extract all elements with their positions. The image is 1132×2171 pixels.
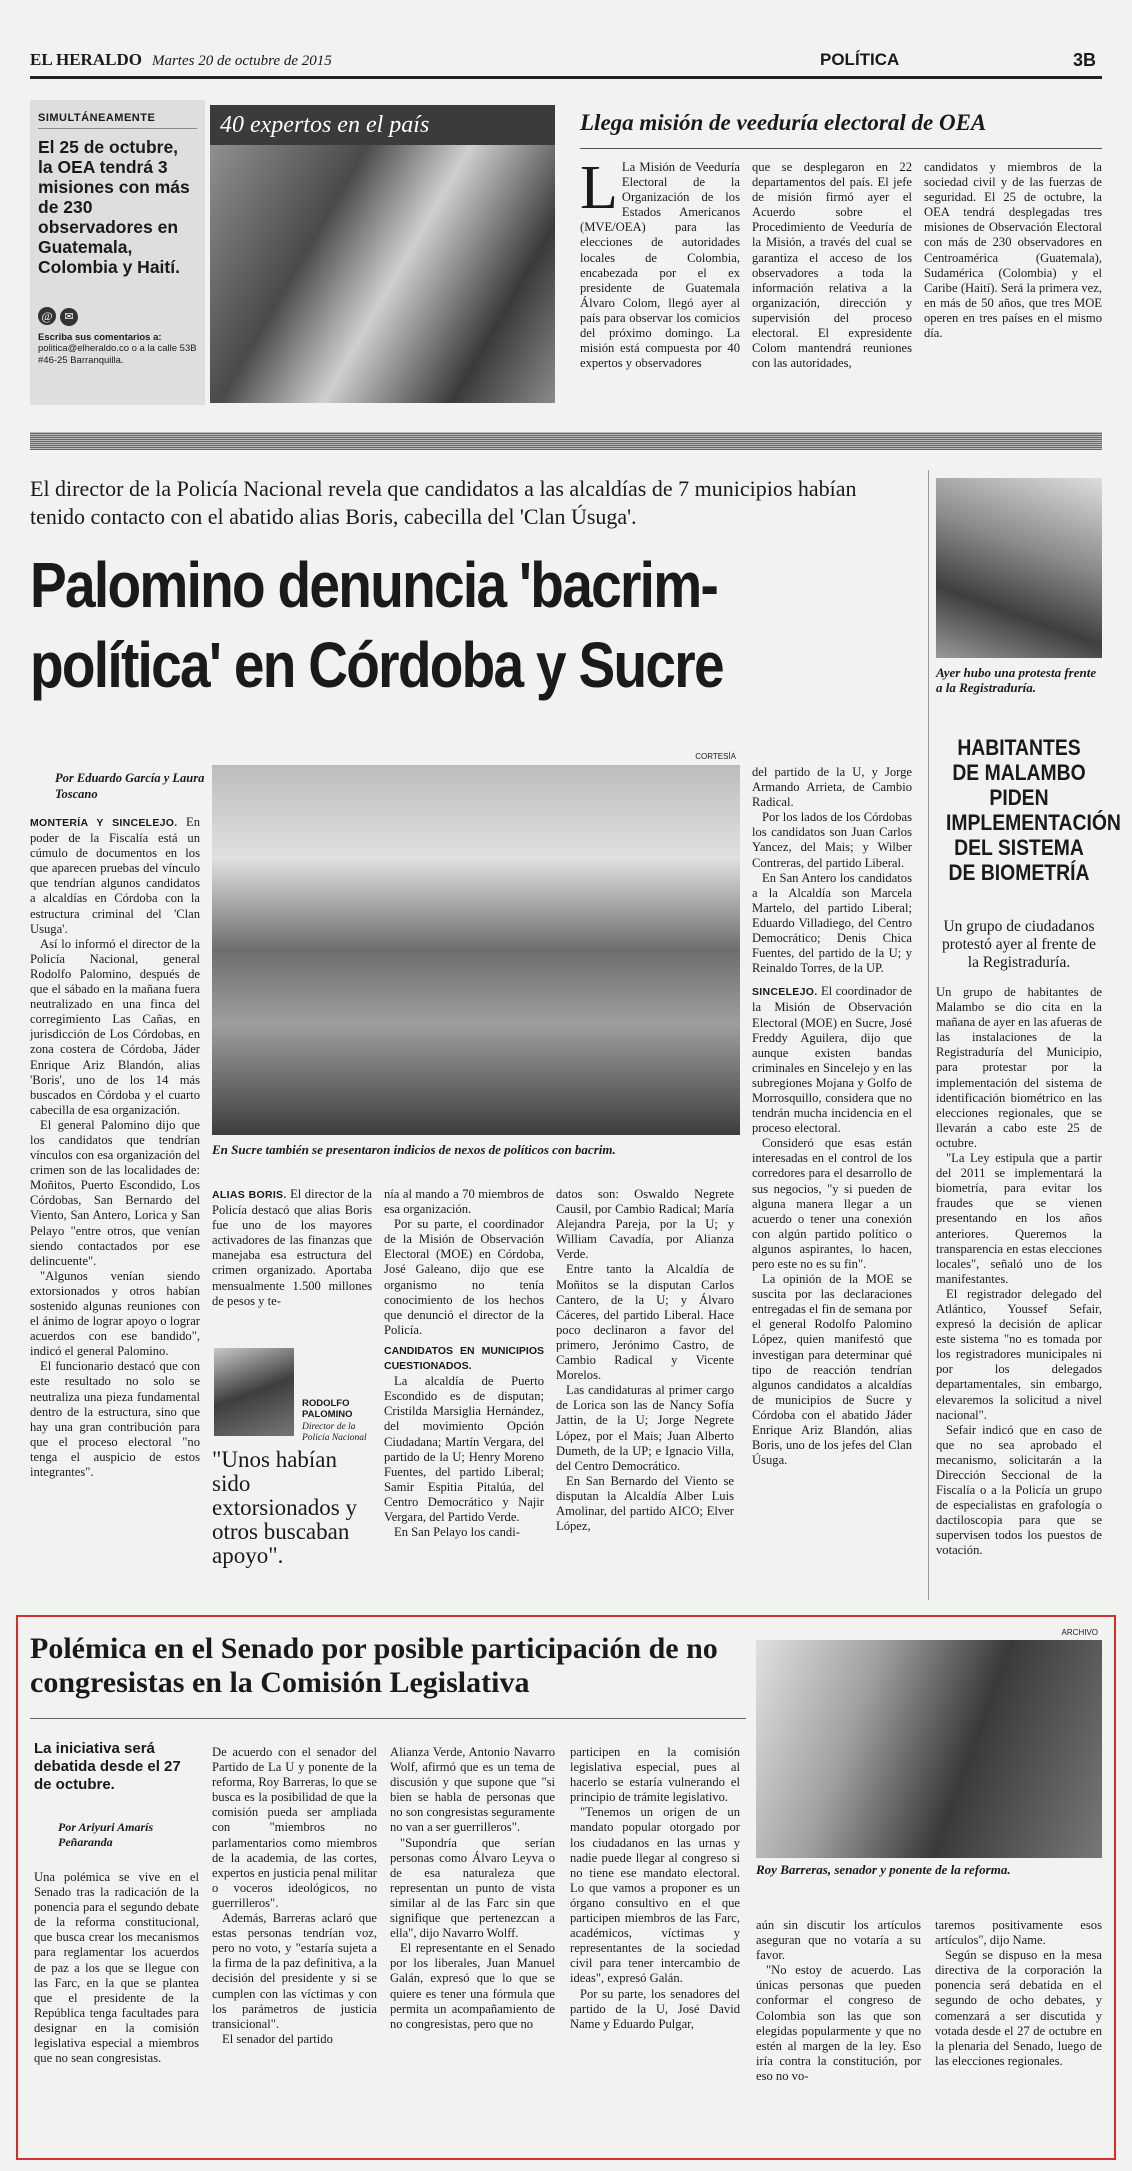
protest-caption: Ayer hubo una protesta frente a la Registraduría. bbox=[936, 665, 1097, 695]
oea-col-2 bbox=[752, 160, 912, 405]
drop-cap: L bbox=[580, 160, 618, 222]
quote-name: RODOLFO PALOMINO bbox=[302, 1398, 353, 1420]
at-icon: @ bbox=[38, 307, 56, 325]
quote-role: Director de la Policía Nacional bbox=[302, 1422, 367, 1443]
p2: "Tenemos un origen de un mandato popular otorgado por los ciudadanos en las urnas y nadie puede llegar al congreso si no tiene ese mandato electoral. Lo que vamos a proponer es un órgano consultivo en el que participen miembros de las Farc, académicos, víctimas y representantes de la sociedad civil para tener intercambio de ideas", expresó Galán. bbox=[570, 1805, 740, 1986]
p1: Alianza Verde, Antonio Navarro Wolf, afirmó que es un tema de discusión y que supone que "si bien se habla de personas que no son congresistas seguramente no van a ser guerrilleros". bbox=[390, 1745, 555, 1835]
oea-col-2-text: que se desplegaron en 22 departamentos del país. El jefe de misión firmó ayer el Acuerdo sobre el Procedimiento de Veeduría de la Misión, a través del cual se garantiza el acceso de los observadores a toda la información relativa a la organización, dirección y supervisión del proceso electoral. El expresidente Colom mantendrá reuniones con las autoridades, bbox=[752, 160, 912, 371]
p1: taremos positivamente esos artículos", dijo Name. bbox=[935, 1918, 1102, 1948]
p2: "Supondría que serían personas como Álvaro Leyva o de esa naturaleza que representan un punto de vista similar al de las Farc sin que signifique que pertenezcan a ella", dijo Navarro Wolff. bbox=[390, 1835, 555, 1941]
p4: Sefair indicó que en caso de que no sea aprobado el mecanismo, solicitarán a la Dirección Seccional de la Fiscalía o a la Policía un grupo de especialistas en grafología o dactiloscopia para que se supervisen todos los puestos de votación. bbox=[936, 1422, 1102, 1558]
photo-banner: 40 expertos en el país bbox=[210, 105, 555, 145]
contact-text: politica@elheraldo.co o a la calle 53B #46-25 Barranquilla. bbox=[38, 343, 197, 366]
oea-col-3 bbox=[924, 160, 1102, 405]
main-byline: Por Eduardo García y Laura Toscano bbox=[55, 771, 205, 801]
bottom-headline: Polémica en el Senado por posible participación de no congresistas en la Comisión Legislativa bbox=[30, 1632, 718, 1699]
side-column-rule bbox=[928, 470, 929, 1600]
main-col-1 bbox=[30, 815, 200, 1595]
palomino-portrait bbox=[214, 1348, 294, 1436]
p5: El funcionario destacó que con este resultado no solo se neutraliza una pieza fundamental dentro de la estructura, sino que hay una gran contribución para que el proceso electoral "no tenga el auspicio de estos integrantes". bbox=[30, 1359, 200, 1480]
p4: En San Bernardo del Viento se disputan la Alcaldía Alber Luis Amolinar, del partido AICO; Elver López, bbox=[556, 1473, 734, 1534]
section-name: POLÍTICA bbox=[820, 50, 900, 69]
oea-col-3-text: candidatos y miembros de la sociedad civil y de las fuerzas de seguridad. El 25 de octubre, la OEA tendrá desplegadas tres misiones de Observación Electoral con más de 230 observadores en Centroamérica (Guatemala), Sudamérica (Colombia) y el Caribe (Haití). Será la primera vez, en más de 50 años, que tres MOE operen en tres países en el mismo día. bbox=[924, 160, 1102, 341]
meeting-photo bbox=[212, 752, 740, 1135]
oea-photo bbox=[210, 105, 555, 403]
main-col-3 bbox=[384, 1187, 544, 1595]
sidebar-text: El 25 de octubre, la OEA tendrá 3 misiones con más de 230 observadores en Guatemala, Colombia y Haití. bbox=[38, 137, 190, 277]
p1: En poder de la Fiscalía está un cúmulo de documentos en los que aparecen pruebas del vínculo que tendrían algunos candidatos a alcaldías en Córdoba con la estructura criminal del 'Clan Usuga'. bbox=[30, 815, 200, 936]
p2: Por los lados de los Córdobas los candidatos son Juan Carlos Yancez, del Mais; y Wilber Contreras, del partido Liberal. bbox=[752, 810, 912, 870]
p2: "La Ley estipula que a partir del 2011 se implementará la biometría, para evitar los fraudes que se vienen presentando en los años anteriores. Queremos la transparencia en estas elecciones locales", señaló uno de los manifestantes. bbox=[936, 1151, 1102, 1286]
p1: nía al mando a 70 miembros de esa organización. bbox=[384, 1187, 544, 1217]
bottom-col-4 bbox=[570, 1745, 740, 2150]
p2: Según se dispuso en la mesa directiva de la corporación la ponencia será debatida en el segundo de ocho debates, y comenzará a ser discutida y votada desde el 27 de octubre en la plenaria del Senado, luego de las elecciones regionales. bbox=[935, 1948, 1102, 2068]
p4: En San Pelayo los candi- bbox=[394, 1525, 520, 1540]
issue-date: Martes 20 de octubre de 2015 bbox=[151, 53, 332, 69]
p3: El general Palomino dijo que los candidatos que tendrían vínculos con esa organización del crimen son de las localidades de: Moñitos, Puerto Escondido, Los Córdobas, San Bernardo del Viento, San Antero, Lorica y San Pelayo "entre otros, que venían siendo contactados por ese delincuente". bbox=[30, 1117, 200, 1268]
barreras-caption: Roy Barreras, senador y ponente de la reforma. bbox=[756, 1862, 1011, 1877]
bottom-byline: Por Ariyuri Amarís Peñaranda bbox=[58, 1820, 154, 1849]
p1: datos son: Oswaldo Negrete Causil, por Cambio Radical; María Alejandra Pareja, por la U; y William Cavadía, por Alianza Verde. bbox=[556, 1187, 734, 1262]
sidebar-kicker: SIMULTÁNEAMENTE bbox=[38, 112, 197, 129]
p2: Además, Barreras aclaró que estas personas tendrían voz, pero no voto, y "estaría sujeta a la firma de la paz definitiva, a la decisión del presidente y si se cumplen con las víctimas y con los parámetros de justicia transicional". bbox=[212, 1911, 377, 2031]
p3: El representante en el Senado por los liberales, Juan Manuel Galán, expresó que lo que se quiere es tener una fórmula que permita un acompañamiento de no congresistas, pero que no bbox=[390, 1941, 555, 2031]
p1: del partido de la U, y Jorge Armando Arrieta, de Cambio Radical. bbox=[752, 765, 912, 810]
p3: El senador del partido bbox=[222, 2031, 333, 2046]
dateline: MONTERÍA Y SINCELEJO. bbox=[30, 817, 178, 829]
mail-icon: ✉ bbox=[60, 308, 78, 326]
meeting-photo-caption: En Sucre también se presentaron indicios de nexos de políticos con bacrim. bbox=[212, 1142, 616, 1157]
oea-headline-rule bbox=[580, 148, 1102, 149]
bottom-col-1 bbox=[34, 1870, 199, 2150]
side-deck: Un grupo de ciudadanos protestó ayer al frente de la Registraduría. bbox=[941, 918, 1097, 971]
bottom-deck: La iniciativa será debatida desde el 27 de octubre. bbox=[34, 1740, 181, 1793]
main-headline: Palomino denuncia 'bacrim-política' en Córdoba y Sucre bbox=[30, 549, 723, 701]
contact-box bbox=[38, 307, 197, 326]
p1: De acuerdo con el senador del Partido de La U y ponente de la reforma, Roy Barreras, lo que se busca es la posibilidad de que la comisión pueda ser ampliada con "miembros no parlamentarios como miembros de la academia, de las cortes, expertos en justicia penal militar o voceros ideológicos, no guerrilleros". bbox=[212, 1745, 377, 1910]
p1: Una polémica se vive en el Senado tras la radicación de la ponencia para el segundo debate de la reforma constitucional, que busca crear los mecanismos para reglamentar los acuerdos de paz a los que se llegue con las Farc, en la que se plantea que el presidente de la República tenga facultades para designar en la comisión legislativa especial a miembros que no sean congresistas. bbox=[34, 1870, 199, 2066]
p1: aún sin discutir los artículos aseguran que no votaría a su favor. bbox=[756, 1918, 921, 1963]
paper-name: EL HERALDO bbox=[30, 50, 142, 69]
top-sidebar bbox=[30, 100, 205, 405]
page-number: 3B bbox=[1072, 50, 1096, 70]
side-headline: HABITANTES DE MALAMBO PIDEN IMPLEMENTACIÓN DEL SISTEMA DE BIOMETRÍA bbox=[945, 735, 1121, 885]
p1: El director de la Policía destacó que alias Boris fue uno de los mayores activadores de las finanzas que manejaba esa estructura del crimen organizado. Aportaba mensualmente 1.500 millones de pesos y te- bbox=[212, 1187, 372, 1308]
alias-boris-lead: ALIAS BORIS. bbox=[212, 1189, 287, 1201]
contact-label: Escriba sus comentarios a: bbox=[38, 332, 162, 343]
barreras-photo bbox=[756, 1628, 1102, 1858]
p3: En San Antero los candidatos a la Alcaldía son Marcela Martelo, del partido Liberal; Eduardo Villadiego, del Centro Democrático; Denis Chica Fuentes, del partido de la U; y Reinaldo Torres, de la UP. bbox=[752, 870, 912, 976]
p1: Un grupo de habitantes de Malambo se dio cita en la mañana de ayer en las afueras de las instalaciones de la Registraduría del Municipio, para protestar por la implementación del sistema de identificación biométrico en las elecciones regionales, que se llevarán a cabo este 25 de octubre. bbox=[936, 985, 1102, 1150]
p2: Así lo informó el director de la Policía Nacional, general Rodolfo Palomino, después de que el sábado en la mañana fuera neutralizado en una finca del corregimiento Las Cañas, en jurisdicción de Los Córdobas, en zona costera de Córdoba, Jáder Enrique Ariz Blandón, alias 'Boris', uno de los 14 más buscados en Córdoba y el cuarto cabecilla de esa organización. bbox=[30, 936, 200, 1117]
p4: "Algunos venían siendo extorsionados y otros habían sostenido algunas reuniones con el ánimo de lograr apoyo o lograr acuerdos con ese bandido", indicó el general Palomino. bbox=[30, 1268, 200, 1359]
bottom-headline-rule bbox=[30, 1718, 746, 1719]
p4: El coordinador de la Misión de Observación Electoral (MOE) en Sucre, José Freddy Aguilera, dijo que aunque existen bandas criminales en Sincelejo y en las subregiones Mojana y Golfo de Morrosquillo, considera que no tendrán mucha incidencia en el proceso electoral. bbox=[752, 984, 912, 1136]
candidatos-sub: CANDIDATOS EN MUNICIPIOS CUESTIONADOS. bbox=[384, 1344, 544, 1373]
section-divider bbox=[30, 432, 1102, 450]
oea-col-1-text: La Misión de Veeduría Electoral de la Organización de los Estados Americanos (MVE/OEA) para las elecciones de autoridades locales de Colombia, encabezada por el ex presidente de Guatemala Álvaro Colom, llegó ayer al país para observar los comicios del próximo domingo. La misión está compuesta por 40 expertos y observadores bbox=[580, 160, 740, 371]
p6: La opinión de la MOE se suscita por las declaraciones entregadas el fin de semana por el general Rodolfo Palomino López, quien manifestó que investigan para determinar qué tipo de reacción tendrían algunos candidatos a alcaldías de municipios de Sucre y Córdoba con el abatido Jáder Enrique Ariz Blandón, alias Boris, uno de los jefes del Clan Úsuga. bbox=[752, 1272, 912, 1468]
oea-col-1 bbox=[580, 160, 740, 405]
p3: Las candidaturas al primer cargo de Lorica son las de Nancy Sofía Jattin, de la U; Jorge Negrete López, por el Mais; Juan Alberto Dumeth, de la UP; e Ignacio Villa, del Centro Democrático. bbox=[556, 1383, 734, 1473]
main-col-2 bbox=[212, 1187, 372, 1337]
bottom-col-5 bbox=[756, 1918, 921, 2150]
photo-credit: CORTESÍA bbox=[695, 752, 736, 761]
protest-photo bbox=[936, 478, 1102, 658]
p3: Por su parte, los senadores del partido de la U, José David Name y Eduardo Pulgar, bbox=[570, 1986, 740, 2031]
p3: El registrador delegado del Atlántico, Youssef Sefair, expresó la decisión de aplicar este sistema "no es tomada por los registradores municipales ni por los delegados departamentales, sin embargo, elevaremos la solicitud a nivel nacional". bbox=[936, 1286, 1102, 1422]
p1: participen en la comisión legislativa especial, pues al hacerlo se estaría vulnerando el principio de trámite legislativo. bbox=[570, 1745, 740, 1805]
pull-quote: "Unos habían sido extorsionados y otros buscaban apoyo". bbox=[212, 1447, 358, 1568]
p2: "No estoy de acuerdo. Las únicas personas que pueden conformar el congreso de Colombia son las que son elegidas popularmente y que no estén al margen de la ley. Eso iría contra la constitución, por eso no vo- bbox=[756, 1963, 921, 2083]
bottom-col-6 bbox=[935, 1918, 1102, 2150]
p5: Consideró que esas están interesadas en el control de los corredores para el desarrollo de sus negocios, "y si pueden de alguna manera llegar a un acuerdo o tener una conexión con algún partido político o algunos aspirantes, lo hacen, pero este no es su fin". bbox=[752, 1136, 912, 1271]
oea-headline: Llega misión de veeduría electoral de OEA bbox=[580, 110, 987, 135]
main-col-4 bbox=[556, 1187, 734, 1595]
p3: La alcaldía de Puerto Escondido es de disputan; Cristilda Marsiglia Hernández, del movimiento Opción Ciudadana; Martín Vergara, del partido de la U; Henry Moreno Fuentes, del partido Liberal; Samir Espitia Pitalúa, del Centro Democrático y Najir Vergara, del Partido Verde. bbox=[384, 1374, 544, 1524]
bottom-col-2 bbox=[212, 1745, 377, 2150]
side-body bbox=[936, 985, 1102, 1595]
bottom-col-3 bbox=[390, 1745, 555, 2150]
p2: Entre tanto la Alcaldía de Moñitos se la disputan Carlos Cantero, de la U; y Álvaro Cáceres, del partido Liberal. Hace poco declinaron a favor del primero, Jerónimo Castro, de Cambio Radical y Vicente Morelos. bbox=[556, 1262, 734, 1383]
header-rule bbox=[30, 76, 1102, 79]
main-col-5 bbox=[752, 765, 912, 1595]
p2: Por su parte, el coordinador de la Misión de Observación Electoral (MOE) en Córdoba, José Galeano, dijo que ese organismo no tenía conocimiento de los hechos que denunció el director de la Policía. bbox=[384, 1217, 544, 1337]
bottom-photo-credit: ARCHIVO bbox=[1061, 1628, 1098, 1637]
sincelejo-lead: SINCELEJO. bbox=[752, 986, 818, 999]
masthead bbox=[30, 50, 1102, 76]
main-deck: El director de la Policía Nacional revela que candidatos a las alcaldías de 7 municipios habían tenido contacto con el abatido alias Boris, cabecilla del 'Clan Úsuga'. bbox=[30, 476, 857, 529]
